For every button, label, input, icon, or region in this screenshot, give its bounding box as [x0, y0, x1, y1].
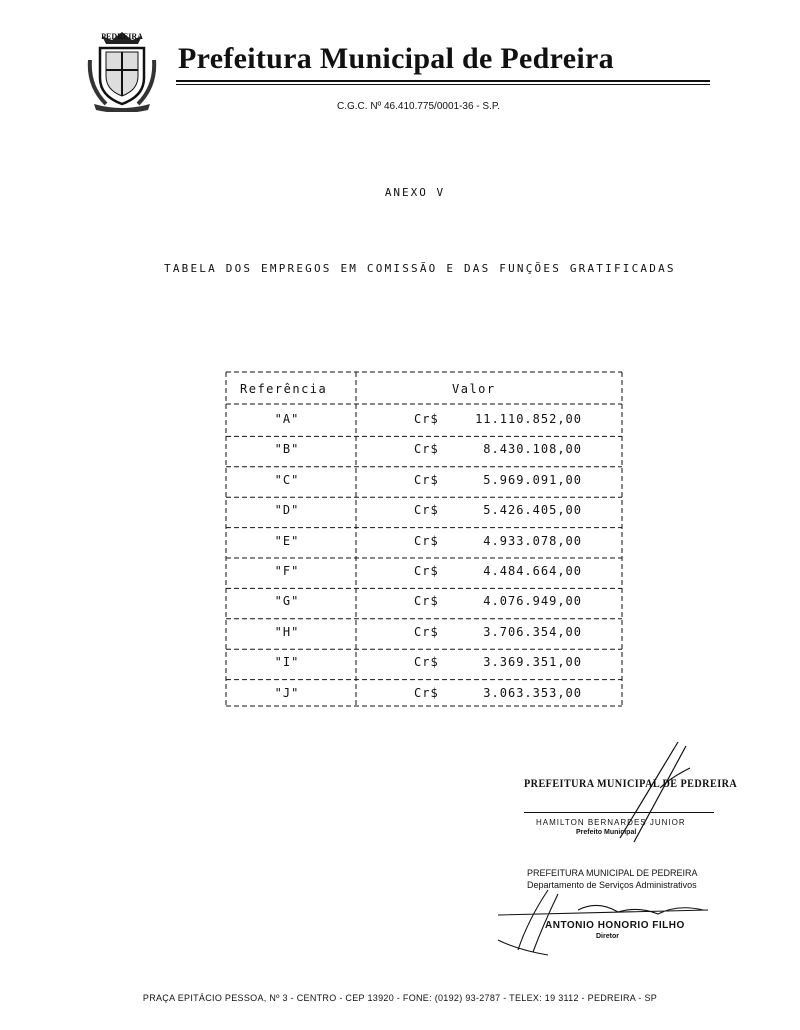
reference-cell: "I" — [274, 655, 300, 670]
signatory-role: Prefeito Municipal — [576, 829, 637, 836]
signature-org-stamp-2: PREFEITURA MUNICIPAL DE PEDREIRA — [527, 868, 698, 878]
table-row — [222, 564, 630, 584]
reference-cell: "E" — [274, 533, 300, 548]
reference-cell: "C" — [274, 472, 300, 487]
reference-cell: "J" — [274, 685, 300, 700]
currency-cell: Cr$ — [414, 594, 439, 609]
signature-department: Departamento de Serviços Administrativos — [527, 880, 697, 890]
value-cell: 3.706.354,00 — [483, 624, 582, 639]
table-row — [222, 625, 630, 645]
signature-org-stamp: PREFEITURA MUNICIPAL DE PEDREIRA — [524, 776, 738, 790]
header-rule — [176, 80, 710, 82]
reference-cell: "G" — [274, 594, 300, 609]
currency-cell: Cr$ — [414, 533, 439, 548]
value-cell: 5.426.405,00 — [483, 503, 582, 518]
reference-cell: "B" — [274, 442, 300, 457]
signatory-role-2: Diretor — [596, 933, 619, 940]
value-cell: 3.063.353,00 — [483, 685, 582, 700]
header-rule-thin — [176, 84, 710, 85]
currency-cell: Cr$ — [414, 624, 439, 639]
currency-cell: Cr$ — [414, 442, 439, 457]
table-row — [222, 442, 630, 462]
reference-cell: "A" — [274, 412, 300, 426]
reference-cell: "D" — [274, 503, 300, 518]
signature-line — [524, 812, 714, 813]
value-cell: 11.110.852,00 — [475, 412, 582, 426]
currency-cell: Cr$ — [414, 685, 439, 700]
salary-table — [222, 368, 630, 711]
value-cell: 4.076.949,00 — [483, 594, 582, 609]
table-row — [222, 412, 630, 432]
table-row — [222, 503, 630, 523]
value-cell: 5.969.091,00 — [483, 472, 582, 487]
letterhead-footer: PRAÇA EPITÁCIO PESSOA, Nº 3 - CENTRO - CEP 13920 - FONE: (0192) 93-2787 - TELEX: 19 3112 - PEDREIRA - SP — [142, 993, 658, 1003]
cgc-number: C.G.C. Nº 46.410.775/0001-36 - S.P. — [337, 101, 501, 112]
table-row — [222, 686, 630, 706]
annex-label: ANEXO V — [384, 186, 446, 199]
table-row — [222, 594, 630, 614]
value-cell: 3.369.351,00 — [483, 655, 582, 670]
value-cell: 4.484.664,00 — [483, 564, 582, 578]
currency-cell: Cr$ — [414, 655, 439, 670]
table-row — [222, 534, 630, 554]
municipal-crest-icon — [86, 30, 158, 112]
document-subtitle: TABELA DOS EMPREGOS EM COMISSÃO E DAS FUNÇÕES GRATIFICADAS — [164, 262, 676, 275]
table-row — [222, 473, 630, 493]
currency-cell: Cr$ — [414, 412, 439, 426]
crest-motto: PEDREIRA — [101, 32, 143, 41]
value-cell: 8.430.108,00 — [483, 442, 582, 457]
signatory-name-2: ANTONIO HONORIO FILHO — [545, 920, 685, 931]
currency-cell: Cr$ — [414, 472, 439, 487]
column-header-value: Valor — [452, 382, 496, 396]
table-row — [222, 655, 630, 675]
signatory-name: HAMILTON BERNARDES JUNIOR — [536, 818, 686, 827]
currency-cell: Cr$ — [414, 503, 439, 518]
letterhead-title: Prefeitura Municipal de Pedreira — [178, 42, 614, 75]
column-header-reference: Referência — [240, 382, 328, 396]
currency-cell: Cr$ — [414, 564, 439, 578]
value-cell: 4.933.078,00 — [483, 533, 582, 548]
reference-cell: "F" — [274, 564, 300, 578]
reference-cell: "H" — [274, 624, 300, 639]
